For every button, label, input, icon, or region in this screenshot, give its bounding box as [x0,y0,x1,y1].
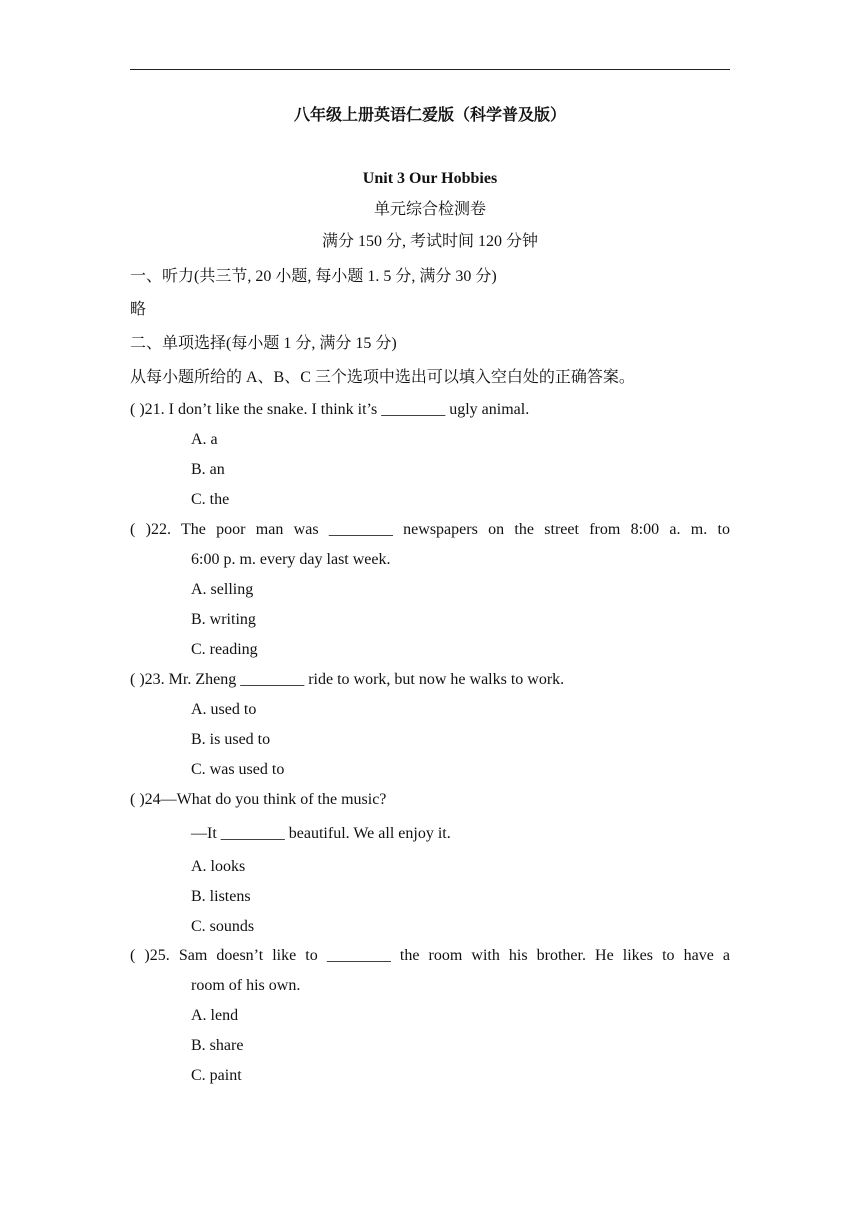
question-22-option-a: A. selling [191,581,254,598]
question-22-option-c: C. reading [191,641,258,658]
question-24-stem: ( )24—What do you think of the music? [130,791,387,808]
single-choice-instruction: 从每小题所给的 A、B、C 三个选项中选出可以填入空白处的正确答案。 [130,369,635,386]
question-22-stem: ( )22. The poor man was ________ newspapers on the street from 8:00 a. m. to [130,521,730,538]
question-25-option-b: B. share [191,1037,244,1054]
question-21-stem: ( )21. I don’t like the snake. I think it’s ________ ugly animal. [130,401,530,418]
question-24-option-b: B. listens [191,888,251,905]
question-25-stem: ( )25. Sam doesn’t like to ________ the room with his brother. He likes to have a [130,947,730,964]
score-info: 满分 150 分, 考试时间 120 分钟 [321,233,538,250]
question-24-stem-continued: —It ________ beautiful. We all enjoy it. [191,825,451,842]
question-22-stem-continued: 6:00 p. m. every day last week. [191,551,391,568]
question-25-stem-continued: room of his own. [191,977,301,994]
test-subtitle: 单元综合检测卷 [373,201,486,218]
question-22-option-b: B. writing [191,611,256,628]
question-24-option-a: A. looks [191,858,246,875]
listening-note: 略 [130,301,147,318]
document-title: 八年级上册英语仁爱版（科学普及版） [293,107,566,124]
question-21-option-c: C. the [191,491,230,508]
single-choice-heading: 二、单项选择(每小题 1 分, 满分 15 分) [130,335,397,352]
question-21-option-a: A. a [191,431,218,448]
question-23-option-c: C. was used to [191,761,285,778]
question-23-stem: ( )23. Mr. Zheng ________ ride to work, but now he walks to work. [130,671,565,688]
listening-heading: 一、听力(共三节, 20 小题, 每小题 1. 5 分, 满分 30 分) [130,268,497,285]
question-21-option-b: B. an [191,461,225,478]
question-25-option-c: C. paint [191,1067,242,1084]
question-25-option-a: A. lend [191,1007,239,1024]
header-rule [130,69,730,70]
unit-title: Unit 3 Our Hobbies [362,170,498,187]
question-23-option-b: B. is used to [191,731,271,748]
question-23-option-a: A. used to [191,701,257,718]
question-24-option-c: C. sounds [191,918,255,935]
